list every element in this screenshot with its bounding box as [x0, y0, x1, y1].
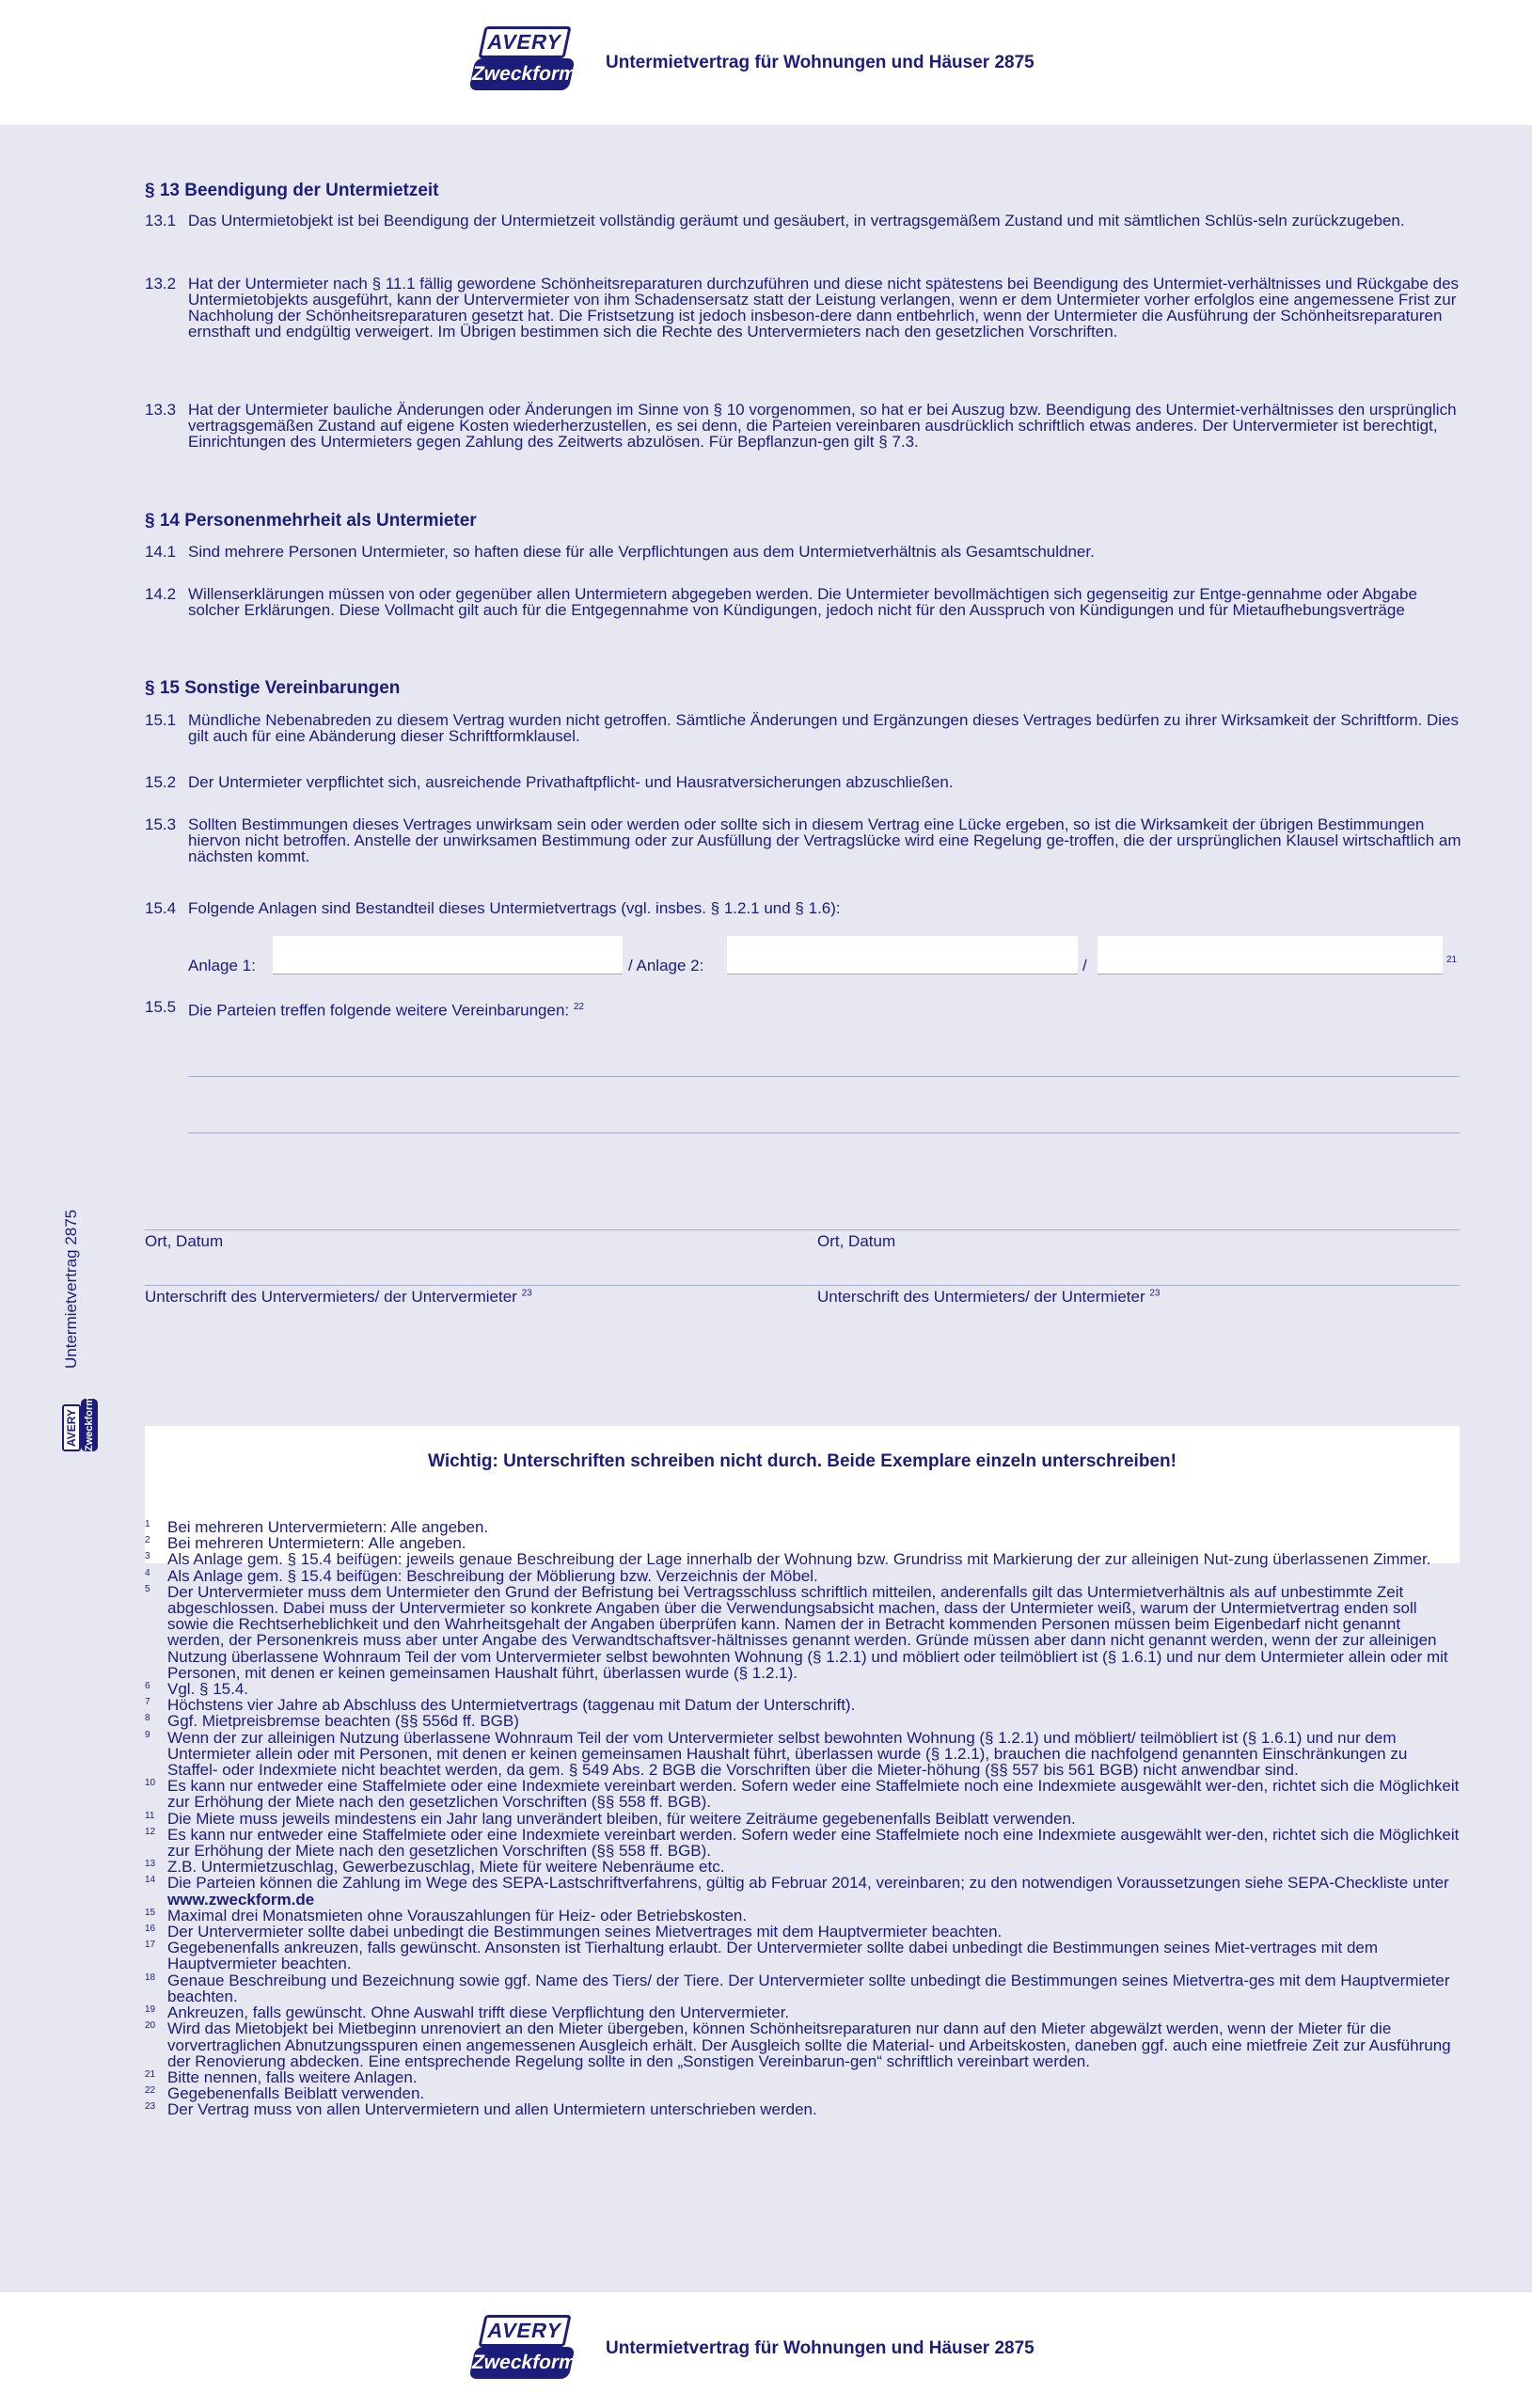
footnote-text — [167, 1551, 1461, 1567]
place-date-right-label: Ort, Datum — [817, 1232, 896, 1250]
footnote-number: 19 — [145, 2004, 156, 2016]
anlage-separator: / — [1082, 957, 1087, 974]
paragraph-number: 15.5 — [145, 998, 177, 1016]
page-header — [0, 0, 1532, 125]
anlage-2-label: / Anlage 2: — [628, 957, 704, 974]
footnote-item — [145, 1875, 1461, 1907]
footnote-text — [167, 1535, 1461, 1551]
paragraph-text: Sind mehrere Personen Untermieter, so haften diese für alle Verpflichtungen aus dem Untermietverhältnis als Gesamtschuldner. — [188, 543, 1095, 561]
footnote-text — [167, 1859, 1461, 1875]
footnote-text — [167, 1811, 1461, 1827]
footnote-text — [167, 1730, 1461, 1779]
paragraph-text — [188, 999, 1461, 1019]
footnote-link[interactable]: www.zweckform.de — [167, 1890, 315, 1909]
anlage-1-label: Anlage 1: — [188, 957, 256, 974]
footnote-number: 14 — [145, 1875, 156, 1886]
footnote-text-content: Vgl. § 15.4. — [167, 1680, 249, 1699]
footnote-text-content: Gegebenenfalls ankreuzen, falls gewünscht. Ansonsten ist Tierhaltung erlaubt. Der Untervermieter sollte dabei unbedingt die Bestimmungen seines Miet-vertrages mit dem Hauptvermieter beachten. — [167, 1939, 1379, 1973]
signature-right-label — [817, 1288, 1160, 1307]
avery-zweckform-logo — [468, 23, 579, 100]
footnote-text — [167, 2085, 1461, 2101]
signature-left-text: Unterschrift des Untervermieters/ der Untervermieter — [145, 1288, 517, 1306]
footnote-text-content: Die Parteien können die Zahlung im Wege des SEPA-Lastschriftverfahrens, gültig ab Februar 2014, vereinbaren; zu den notwendigen Voraussetzungen siehe SEPA-Checkliste unter — [167, 1874, 1449, 1893]
footnote-number: 23 — [145, 2101, 156, 2113]
footnote-number: 8 — [145, 1713, 150, 1724]
footnote-item — [145, 1519, 1461, 1535]
footnote-item — [145, 1924, 1461, 1940]
footnote-number: 4 — [145, 1567, 150, 1578]
paragraph-text: Hat der Untermieter nach § 11.1 fällig gewordene Schönheitsreparaturen durchzuführen und diese nicht spätestens bei Beendigung des Untermiet-verhältnisses und Rückgabe des Untermietobjekts ausgeführt, kann der Untervermieter von ihm Schadensersatz statt der Leistung verlangen, wenn er dem Untermieter vorher erfolglos eine angemessene Frist zur Nachholung der Schönheitsreparaturen gesetzt hat. Die Fristsetzung ist jedoch insbeson-dere dann entbehrlich, wenn der Untermieter die Ausführung der Schönheitsreparaturen ernsthaft und endgültig verweigert. Im Übrigen bestimmen sich die Rechte des Untervermieters nach den gesetzlichen Vorschriften. — [188, 275, 1460, 341]
footnote-text-content: Der Untervermieter muss dem Untermieter den Grund der Befristung bei Vertragsschluss schriftlich mitteilen, anderenfalls gilt das Untermietverhältnis als auf unbestimmte Zeit abgeschlossen. Dabei muss der Untervermieter so konkrete Angaben über die Verwendungsabsicht machen, dass der Untermieter weiß, warum der Untermietvertrag enden soll sowie die Rechtserheblichkeit und den Wahrheitsgehalt der Angaben überprüfen kann. Namen der in Betracht kommenden Personen müssen beim Eigenbedarf nicht genannt werden, der Personenkreis muss aber unter Angabe des Verwandtschaftsver-hältnisses genannt werden. Gründe müssen aber dann nicht genannt werden, wenn der zur alleinigen Nutzung überlassene Wohnraum Teil der vom Untervermieter selbst bewohnten Wohnung (§ 1.2.1) und möbliert oder teilmöbliert ist (§ 1.6.1) und nur dem Untermieter allein oder mit Personen, mit denen er keinen gemeinsamen Haushalt führt, überlassen wurde (§ 1.2.1). — [167, 1582, 1448, 1682]
place-date-left-label: Ort, Datum — [145, 1232, 224, 1250]
footnote-text — [167, 1875, 1461, 1907]
paragraph-15-5-text: Die Parteien treffen folgende weitere Vereinbarungen: — [188, 1001, 570, 1020]
footnote-number: 16 — [145, 1924, 156, 1935]
anlage-1-field[interactable] — [273, 936, 623, 974]
footnote-text — [167, 1778, 1461, 1810]
footnote-item — [145, 1730, 1461, 1779]
footnote-item — [145, 2085, 1461, 2101]
side-logo-zweckform: Zweckform — [81, 1399, 98, 1451]
paragraph-15-3 — [145, 816, 1461, 864]
footnote-text — [167, 1584, 1461, 1681]
footnote-number: 7 — [145, 1697, 150, 1708]
footnote-item — [145, 2020, 1461, 2069]
footnote-text — [167, 1519, 1461, 1535]
paragraph-number: 13.3 — [145, 401, 177, 419]
avery-zweckform-logo — [468, 2311, 579, 2388]
paragraph-text: Hat der Untermieter bauliche Änderungen oder Änderungen im Sinne von § 10 vorgenommen, so hat er bei Auszug bzw. Beendigung des Untermiet-verhältnisses den ursprünglich vertragsgemäßen Zustand auf eigene Kosten wiederherzustellen, es sei denn, die Parteien vereinbaren ausdrücklich schriftlich etwas anderes. Der Untervermieter ist berechtigt, Einrichtungen des Untermieters gegen Zahlung des Zeitwerts abzulösen. Für Bepflanzun-gen gilt § 7.3. — [188, 401, 1457, 451]
footnote-text-content: Wenn der zur alleinigen Nutzung überlassene Wohnraum Teil der vom Untervermieter selbst bewohnten Wohnung (§ 1.2.1) und möbliert/ teilmöbliert ist (§ 1.6.1) und nur dem Untermieter allein oder mit Personen, mit denen er keinen gemeinsamen Haushalt führt, überlassen wurde (§ 1.2.1), brauchen die nachfolgend genannten Einschränkungen zu Staffel- oder Indexmiete nicht beachtet werden, da gem. § 549 Abs. 2 BGB die Vorschriften über die Mieter-höhung (§§ 557 bis 561 BGB) nicht anwendbar sind. — [167, 1728, 1408, 1780]
footnote-text-content: Wird das Mietobjekt bei Mietbeginn unrenoviert an den Mieter übergeben, können Schönheitsreparaturen nur dann auf den Mieter abgewälzt werden, wenn der Mieter für die vorvertraglichen Abnutzungsspuren einen angemessenen Ausgleich erhält. Der Ausgleich sollte die Material- und Arbeitskosten, daneben ggf. auch eine mietfreie Zeit zur Ausführung der Renovierung abdecken. Eine entsprechende Regelung sollte in den „Sonstigen Vereinbarun-gen“ schriftlich vereinbart werden. — [167, 2020, 1451, 2070]
logo-avery-text: AVERY — [478, 26, 571, 58]
footnote-text — [167, 2069, 1461, 2085]
anlage-2-field[interactable] — [727, 936, 1078, 974]
footnote-text-content: Bei mehreren Untervermietern: Alle angeben. — [167, 1518, 489, 1536]
paragraph-text: Das Untermietobjekt ist bei Beendigung der Untermietzeit vollständig geräumt und gesäubert, in vertragsgemäßem Zustand und mit sämtlichen Schlüs-seln zurückzugeben. — [188, 212, 1405, 230]
paragraph-number: 15.3 — [145, 816, 177, 833]
footnote-number: 10 — [145, 1778, 156, 1789]
footnote-text-content: Die Miete muss jeweils mindestens ein Jahr lang unverändert bleiben, für weitere Zeiträume gegebenenfalls Beiblatt verwenden. — [167, 1809, 1076, 1828]
paragraph-number: 15.4 — [145, 899, 177, 917]
footnote-number: 17 — [145, 1940, 156, 1951]
footnote-item — [145, 1568, 1461, 1584]
footnote-text-content: Bei mehreren Untermietern: Alle angeben. — [167, 1534, 466, 1553]
footnote-text — [167, 2020, 1461, 2069]
footnote-number: 21 — [145, 2068, 156, 2080]
footnote-item — [145, 1827, 1461, 1859]
footnote-text-content: Z.B. Untermietzuschlag, Gewerbezuschlag, Miete für weitere Nebenräume etc. — [167, 1858, 725, 1877]
side-logo — [58, 1395, 134, 1451]
paragraph-number: 14.2 — [145, 585, 177, 603]
footnote-ref-21: 21 — [1446, 955, 1458, 965]
paragraph-number: 15.2 — [145, 773, 177, 791]
paragraph-13-2 — [145, 276, 1461, 340]
side-logo-avery: AVERY — [62, 1404, 81, 1451]
footnote-text — [167, 1908, 1461, 1924]
footnote-item — [145, 2004, 1461, 2020]
footnote-text-content: Als Anlage gem. § 15.4 beifügen: Beschreibung der Möblierung bzw. Verzeichnis der Möbel. — [167, 1566, 818, 1585]
footnote-item — [145, 1535, 1461, 1551]
footnote-text-content: Der Untervermieter sollte dabei unbedingt die Bestimmungen seines Mietvertrages mit dem Hauptvermieter beachten. — [167, 1923, 1003, 1941]
footnote-item — [145, 2101, 1461, 2117]
footnote-text-content: Ankreuzen, falls gewünscht. Ohne Auswahl trifft diese Verpflichtung den Untervermieter. — [167, 2004, 790, 2022]
paragraph-number: 14.1 — [145, 543, 177, 561]
paragraph-number: 13.1 — [145, 212, 177, 230]
footnote-item — [145, 1584, 1461, 1681]
footnote-item — [145, 1908, 1461, 1924]
footnote-text-content: Der Vertrag muss von allen Untervermietern und allen Untermietern unterschrieben werden. — [167, 2100, 817, 2119]
section-13-title: § 13 Beendigung der Untermietzeit — [145, 181, 439, 200]
footnote-text-content: Es kann nur entweder eine Staffelmiete oder eine Indexmiete vereinbart werden. Sofern weder eine Staffelmiete noch eine Indexmiete ausgewählt wer-den, richtet sich die Möglichkeit zur Erhöhung der Miete nach den gesetzlichen Vorschriften (§§ 558 ff. BGB). — [167, 1777, 1460, 1812]
paragraph-text: Der Untermieter verpflichtet sich, ausreichende Privathaftpflicht- und Hausratversicherungen abzuschließen. — [188, 773, 954, 791]
paragraph-14-1 — [145, 544, 1461, 560]
footnote-ref-23: 23 — [1149, 1288, 1161, 1299]
footnote-text-content: Als Anlage gem. § 15.4 beifügen: jeweils genaue Beschreibung der Lage innerhalb der Wohnung bzw. Grundriss mit Markierung der zur alleinigen Nut-zung überlassenen Zimmer. — [167, 1550, 1431, 1569]
footnote-ref-22: 22 — [573, 1002, 584, 1012]
footnote-item — [145, 2069, 1461, 2085]
paragraph-text: Willenserklärungen müssen von oder gegenüber allen Untermietern abgegeben werden. Die Untermieter bevollmächtigen sich gegenseitig zur Entge-gennahme oder Abgabe solcher Erklärungen. Diese Vollmacht gilt auch für die Entgegennahme von Kündigungen, jedoch nicht für den Ausspruch von Kündigungen und für Mietaufhebungsverträge — [188, 585, 1417, 619]
paragraph-text: Sollten Bestimmungen dieses Vertrages unwirksam sein oder werden oder sollte sich in diesem Vertrag eine Lücke ergeben, so ist die Wirksamkeit der übrigen Bestimmungen hiervon nicht betroffen. Anstelle der unwirksamen Bestimmung oder zur Ausfüllung der Vertragslücke wird eine Regelung ge-troffen, die der ursprünglichen Klausel wirtschaftlich am nächsten kommt. — [188, 816, 1461, 865]
signature-right-text: Unterschrift des Untermieters/ der Untermieter — [817, 1288, 1145, 1306]
footnote-item — [145, 1778, 1461, 1810]
paragraph-number: 13.2 — [145, 275, 177, 293]
paragraph-15-4 — [145, 900, 1461, 916]
footnote-number: 6 — [145, 1681, 150, 1692]
paragraph-15-5 — [145, 999, 1461, 1019]
paragraph-text: Folgende Anlagen sind Bestandteil dieses Untermietvertrags (vgl. insbes. § 1.2.1 und § 1.6): — [188, 899, 841, 917]
important-notice: Wichtig: Unterschriften schreiben nicht durch. Beide Exemplare einzeln unterschreiben! — [145, 1426, 1460, 1497]
footnote-number: 3 — [145, 1551, 150, 1562]
paragraph-13-3 — [145, 402, 1461, 450]
logo-zweckform-text: Zweckform — [468, 58, 575, 90]
footnote-text-content: Ggf. Mietpreisbremse beachten (§§ 556d ff. BGB) — [167, 1712, 519, 1731]
footnote-text-content: Gegebenenfalls Beiblatt verwenden. — [167, 2084, 425, 2103]
footnote-text — [167, 1713, 1461, 1729]
section-15-title: § 15 Sonstige Vereinbarungen — [145, 678, 401, 698]
footnote-text — [167, 1924, 1461, 1940]
form-body — [0, 125, 1532, 2292]
footnotes-list — [145, 1519, 1461, 2118]
footnote-item — [145, 1551, 1461, 1567]
page-footer — [0, 2292, 1532, 2408]
logo-avery-text: AVERY — [478, 2315, 571, 2347]
footnote-text — [167, 1940, 1461, 1972]
paragraph-15-1 — [145, 712, 1461, 744]
footnote-number: 9 — [145, 1729, 150, 1740]
footnote-text-content: Bitte nennen, falls weitere Anlagen. — [167, 2067, 418, 2086]
footnote-item — [145, 1859, 1461, 1875]
anlage-3-field[interactable] — [1098, 936, 1443, 974]
document-title: Untermietvertrag für Wohnungen und Häuser 2875 — [606, 53, 1034, 72]
footnote-item — [145, 1697, 1461, 1713]
footnote-number: 2 — [145, 1535, 150, 1546]
footnote-text — [167, 2004, 1461, 2020]
side-document-label: Untermietvertrag 2875 — [62, 1209, 80, 1369]
paragraph-text: Mündliche Nebenabreden zu diesem Vertrag wurden nicht getroffen. Sämtliche Änderungen und Ergänzungen dieses Vertrages bedürfen zu ihrer Wirksamkeit der Schriftform. Dies gilt auch für eine Abänderung dieser Schriftformklausel. — [188, 711, 1459, 745]
footnote-text — [167, 1681, 1461, 1697]
footnote-item — [145, 1940, 1461, 1972]
paragraph-13-1 — [145, 213, 1461, 229]
footnote-item — [145, 1681, 1461, 1697]
footnote-ref-23: 23 — [521, 1288, 532, 1299]
footer-document-title: Untermietvertrag für Wohnungen und Häuser 2875 — [606, 2338, 1034, 2358]
section-14-title: § 14 Personenmehrheit als Untermieter — [145, 511, 477, 531]
footnote-number: 12 — [145, 1826, 156, 1837]
footnote-item — [145, 1972, 1461, 2004]
logo-zweckform-text: Zweckform — [468, 2347, 575, 2379]
footnote-item — [145, 1811, 1461, 1827]
footnote-text — [167, 1568, 1461, 1584]
paragraph-14-2 — [145, 586, 1461, 618]
footnote-item — [145, 1713, 1461, 1729]
footnote-number: 18 — [145, 1972, 156, 1983]
footnote-text-content: Maximal drei Monatsmieten ohne Vorauszahlungen für Heiz- oder Betriebskosten. — [167, 1906, 748, 1925]
footnote-text — [167, 1972, 1461, 2004]
footnote-text-content: Höchstens vier Jahre ab Abschluss des Untermietvertrags (taggenau mit Datum der Unterschrift). — [167, 1696, 856, 1715]
footnote-text-content: Es kann nur entweder eine Staffelmiete oder eine Indexmiete vereinbart werden. Sofern weder eine Staffelmiete noch eine Indexmiete ausgewählt wer-den, richtet sich die Möglichkeit zur Erhöhung der Miete nach den gesetzlichen Vorschriften (§§ 558 ff. BGB). — [167, 1825, 1460, 1861]
footnote-text — [167, 1827, 1461, 1859]
paragraph-number: 15.1 — [145, 711, 177, 729]
footnote-number: 22 — [145, 2085, 156, 2097]
footnote-text — [167, 1697, 1461, 1713]
footnote-number: 11 — [145, 1810, 155, 1821]
signature-left-label — [145, 1288, 532, 1307]
place-date-line[interactable] — [145, 1229, 1460, 1230]
footnote-number: 1 — [145, 1519, 150, 1529]
footnote-number: 15 — [145, 1907, 156, 1918]
footnote-number: 20 — [145, 2020, 156, 2032]
footnote-number: 13 — [145, 1859, 156, 1870]
signature-line[interactable] — [145, 1285, 1460, 1286]
paragraph-15-2 — [145, 774, 1461, 790]
agreement-line-1[interactable] — [188, 1076, 1460, 1077]
footnote-number: 5 — [145, 1583, 150, 1594]
footnote-text-content: Genaue Beschreibung und Bezeichnung sowie ggf. Name des Tiers/ der Tiere. Der Untervermieter sollte unbedingt die Bestimmungen seines Mietvertra-ges mit dem Hauptvermieter beachten. — [167, 1971, 1450, 2005]
footnote-text — [167, 2101, 1461, 2117]
